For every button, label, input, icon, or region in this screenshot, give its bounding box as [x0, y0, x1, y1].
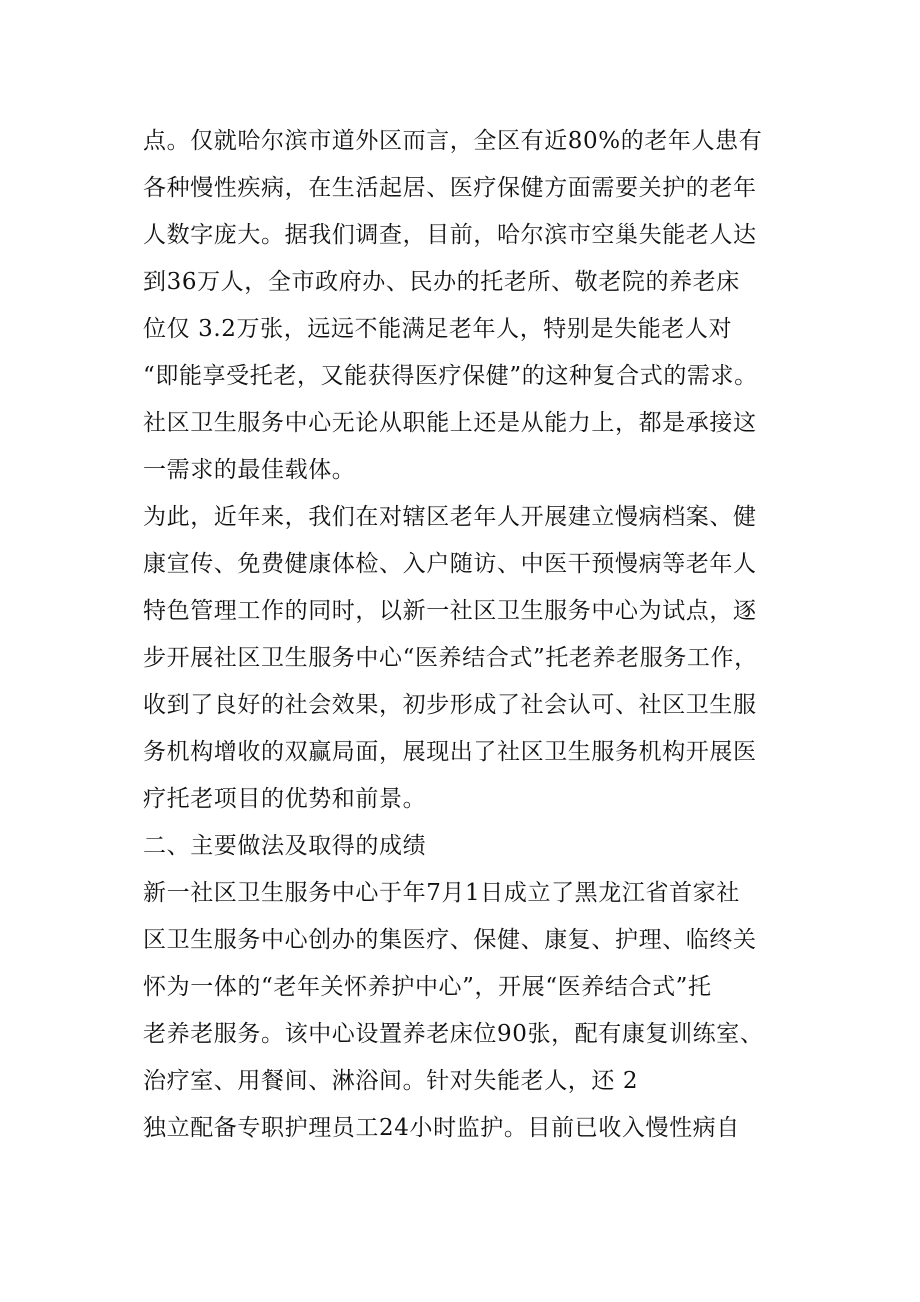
- text-line-9: 为此，近年来，我们在对辖区老年人开展建立慢病档案、健: [143, 504, 757, 530]
- document-body: [143, 118, 803, 1152]
- text-line-4: 到36万人，全市政府办、民办的托老所、敬老院的养老床: [143, 269, 740, 295]
- text-line-5: 位仅 3.2万张，远远不能满足老年人，特别是失能老人对: [143, 316, 733, 342]
- text-line-11: 特色管理工作的同时，以新一社区卫生服务中心为试点，逐: [143, 598, 757, 624]
- text-line-7: 社区卫生服务中心无论从职能上还是从能力上，都是承接这: [143, 410, 757, 436]
- text-line-1: 点。仅就哈尔滨市道外区而言，全区有近80%的老年人患有: [143, 128, 763, 154]
- text-line-14: 务机构增收的双赢局面，展现出了社区卫生服务机构开展医: [143, 739, 757, 765]
- text-line-18: 区卫生服务中心创办的集医疗、保健、康复、护理、临终关: [143, 927, 757, 953]
- text-line-17: 新一社区卫生服务中心于年7月1日成立了黑龙江省首家社: [143, 880, 740, 906]
- section-heading: 二、主要做法及取得的成绩: [143, 833, 427, 859]
- text-line-21: 治疗室、用餐间、淋浴间。针对失能老人，还 2: [143, 1068, 639, 1094]
- text-line-8: 一需求的最佳载体。: [143, 457, 356, 483]
- text-line-13: 收到了良好的社会效果，初步形成了社会认可、社区卫生服: [143, 692, 757, 718]
- text-line-2: 各种慢性疾病，在生活起居、医疗保健方面需要关护的老年: [143, 175, 757, 201]
- text-line-19: 怀为一体的“老年关怀养护中心”，开展“医养结合式”托: [143, 974, 712, 1000]
- text-line-6: “即能享受托老，又能获得医疗保健”的这种复合式的需求。: [143, 363, 758, 389]
- text-line-3: 人数字庞大。据我们调查，目前，哈尔滨市空巢失能老人达: [143, 222, 757, 248]
- text-line-22: 独立配备专职护理员工24小时监护。目前已收入慢性病自: [143, 1115, 740, 1141]
- text-line-20: 老养老服务。该中心设置养老床位90张，配有康复训练室、: [143, 1021, 764, 1047]
- text-line-12: 步开展社区卫生服务中心“医养结合式”托老养老服务工作，: [143, 645, 758, 671]
- text-line-10: 康宣传、免费健康体检、入户随访、中医干预慢病等老年人: [143, 551, 757, 577]
- text-line-15: 疗托老项目的优势和前景。: [143, 786, 427, 812]
